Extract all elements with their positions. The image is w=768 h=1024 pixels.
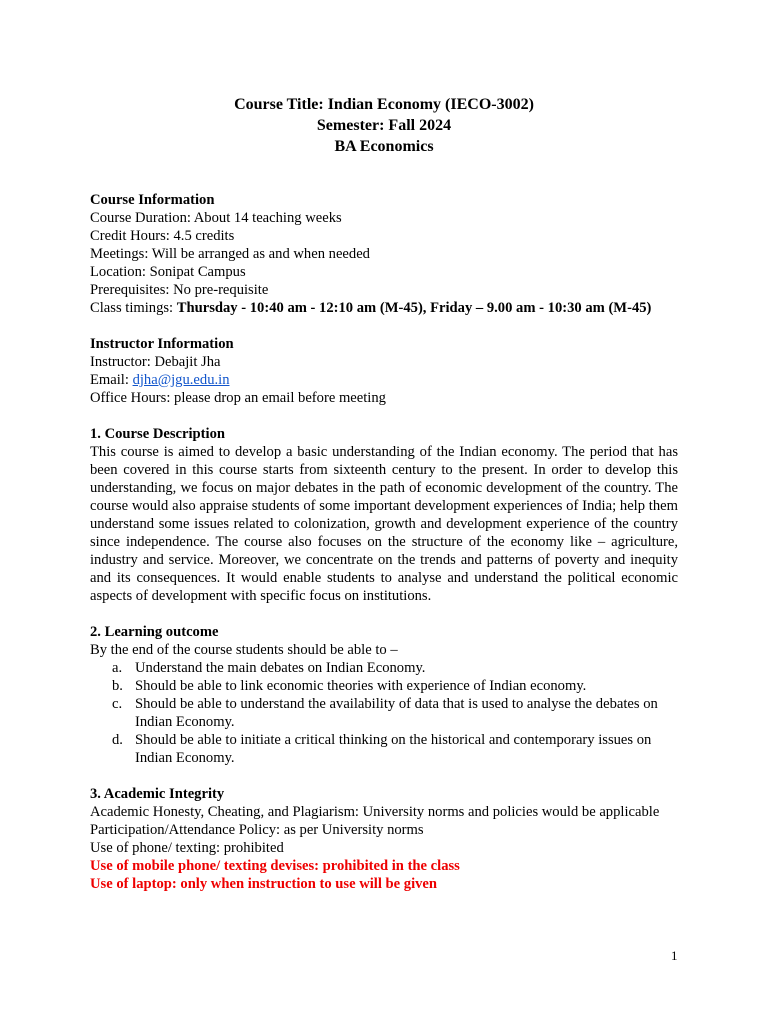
course-description-heading: 1. Course Description xyxy=(90,426,225,442)
class-timings-value: Thursday - 10:40 am - 12:10 am (M-45), Friday – 9.00 am - 10:30 am (M-45) xyxy=(176,300,652,316)
course-information-section xyxy=(90,191,678,317)
learning-outcome-heading: 2. Learning outcome xyxy=(90,624,219,640)
list-item xyxy=(90,695,678,731)
meetings: Meetings: Will be arranged as and when needed xyxy=(90,246,370,262)
academic-honesty: Academic Honesty, Cheating, and Plagiarism: University norms and policies would be applicable xyxy=(90,804,660,820)
page-number: 1 xyxy=(671,948,678,963)
credit-hours: Credit Hours: 4.5 credits xyxy=(90,228,235,244)
program: BA Economics xyxy=(334,138,434,155)
course-description-body: This course is aimed to develop a basic understanding of the Indian economy. The period that has been covered in this course starts from sixteenth century to the present. In order to develop this understanding, we focus on major debates in the path of economic development of the country. The course would also appraise students of some important development experiences of India; help them understand some issues related to colonization, growth and development experience of the country since independence. The course also focuses on the structure of the economy like – agriculture, industry and service. Moreover, we concentrate on the trends and patterns of poverty and inequity and its consequences. It would enable students to analyse and understand the political economic aspects of development with specific focus on institutions. xyxy=(90,444,678,604)
document-page xyxy=(90,94,678,893)
prerequisites: Prerequisites: No pre-requisite xyxy=(90,282,269,298)
instructor-information-heading: Instructor Information xyxy=(90,336,234,352)
mobile-phone-warning: Use of mobile phone/ texting devises: prohibited in the class xyxy=(90,858,460,874)
instructor-name: Instructor: Debajit Jha xyxy=(90,354,221,370)
list-item xyxy=(90,677,678,695)
email-label: Email: xyxy=(90,372,133,388)
list-item xyxy=(90,659,678,677)
list-item xyxy=(90,731,678,767)
class-timings xyxy=(90,299,678,317)
office-hours: Office Hours: please drop an email before meeting xyxy=(90,390,386,406)
list-item-text: Understand the main debates on Indian Economy. xyxy=(135,660,426,676)
academic-integrity-heading: 3. Academic Integrity xyxy=(90,786,225,802)
learning-outcome-section xyxy=(90,623,678,767)
class-timings-label: Class timings: xyxy=(90,300,177,316)
course-description-section xyxy=(90,425,678,605)
list-marker: a. xyxy=(112,660,123,676)
phone-policy: Use of phone/ texting: prohibited xyxy=(90,840,284,856)
list-item-text: Should be able to initiate a critical thinking on the historical and contemporary issues on Indian Economy. xyxy=(135,732,652,766)
course-information-heading: Course Information xyxy=(90,192,215,208)
title-block xyxy=(90,94,678,157)
course-duration: Course Duration: About 14 teaching weeks xyxy=(90,210,342,226)
instructor-email-line xyxy=(90,371,678,389)
learning-outcome-intro: By the end of the course students should be able to – xyxy=(90,642,398,658)
attendance-policy: Participation/Attendance Policy: as per University norms xyxy=(90,822,424,838)
list-item-text: Should be able to understand the availability of data that is used to analyse the debates on Indian Economy. xyxy=(135,696,658,730)
list-marker: c. xyxy=(112,696,123,712)
location: Location: Sonipat Campus xyxy=(90,264,246,280)
learning-outcome-list xyxy=(90,659,678,767)
laptop-warning: Use of laptop: only when instruction to use will be given xyxy=(90,876,438,892)
instructor-information-section xyxy=(90,335,678,407)
list-item-text: Should be able to link economic theories with experience of Indian economy. xyxy=(135,678,587,694)
course-title: Course Title: Indian Economy (IECO-3002) xyxy=(234,96,534,113)
email-link[interactable]: djha@jgu.edu.in xyxy=(132,372,230,388)
academic-integrity-section xyxy=(90,785,678,893)
list-marker: d. xyxy=(112,732,123,748)
list-marker: b. xyxy=(112,678,123,694)
semester: Semester: Fall 2024 xyxy=(316,117,452,134)
